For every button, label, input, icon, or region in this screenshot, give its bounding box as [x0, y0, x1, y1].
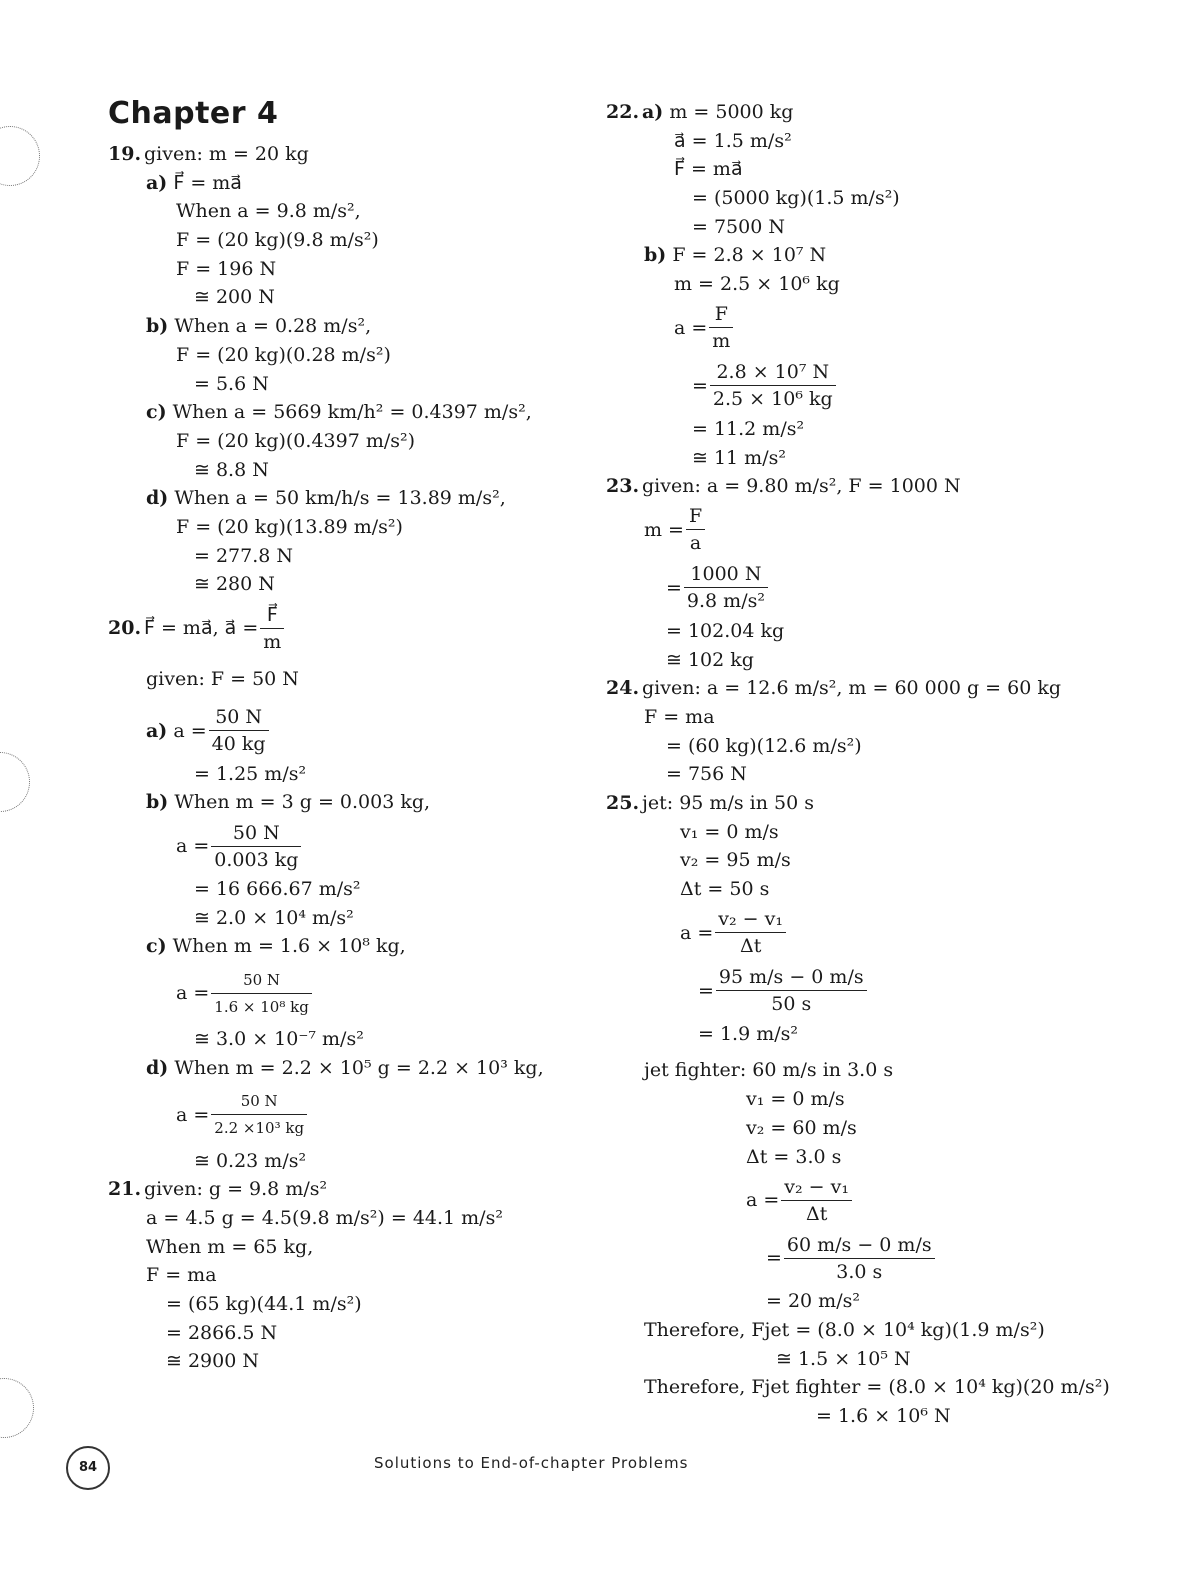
numerator: 60 m/s − 0 m/s: [784, 1232, 935, 1259]
given-line: given: a = 12.6 m/s², m = 60 000 g = 60 kg: [642, 677, 1062, 700]
fraction: [211, 967, 312, 1020]
equation-line: Δt = 3.0 s: [746, 1145, 842, 1168]
equation-line: F = (20 kg)(0.28 m/s²): [176, 343, 391, 366]
denominator: a: [689, 532, 702, 555]
numerator: F: [686, 503, 705, 530]
formula-text: =: [692, 374, 708, 397]
equation-line: = 5.6 N: [194, 372, 269, 395]
part-label: d): [146, 1056, 169, 1079]
problem-number: 21.: [108, 1178, 142, 1201]
equation-line: F = ma: [146, 1264, 217, 1287]
binder-hole-mark: [0, 126, 40, 186]
formula-text: =: [766, 1247, 782, 1270]
part-label: b): [146, 315, 169, 338]
equation-line: v₂ = 60 m/s: [746, 1116, 857, 1139]
equation-line: ≅ 0.23 m/s²: [194, 1149, 307, 1172]
equation-line: = 1.6 × 10⁶ N: [816, 1404, 951, 1427]
numerator: 50 N: [211, 820, 301, 847]
equation-line: ≅ 2900 N: [166, 1350, 259, 1373]
chapter-title: Chapter 4: [108, 96, 279, 131]
equation-line: ≅ 3.0 × 10⁻⁷ m/s²: [194, 1028, 364, 1051]
equation-line: m = 2.5 × 10⁶ kg: [674, 273, 840, 296]
equation-line: F = 196 N: [176, 257, 277, 280]
part-label: b): [146, 791, 169, 814]
given-line: given: F = 50 N: [146, 668, 299, 690]
numerator: 95 m/s − 0 m/s: [716, 964, 867, 991]
equation-line: = 1.25 m/s²: [194, 762, 307, 785]
part-label: a): [146, 719, 168, 742]
equation-line: When m = 1.6 × 10⁸ kg,: [172, 935, 406, 958]
formula-text: a =: [176, 1103, 210, 1126]
equation-line: = (65 kg)(44.1 m/s²): [166, 1292, 362, 1315]
equation-line: F = ma: [644, 705, 715, 728]
right-column: [606, 98, 1166, 1431]
equation-line: ≅ 102 kg: [666, 648, 754, 671]
footer-title: Solutions to End-of-chapter Problems: [374, 1454, 689, 1472]
part-label: b): [644, 244, 667, 267]
denominator: Δt: [805, 1202, 828, 1225]
fraction: [715, 906, 786, 959]
numerator: 2.8 × 10⁷ N: [710, 359, 836, 386]
formula-text: a =: [173, 719, 207, 742]
problem-number: 25.: [606, 792, 640, 814]
numerator: 50 N: [209, 704, 269, 731]
equation-line: = 16 666.67 m/s²: [194, 878, 361, 901]
equation-line: F = 2.8 × 10⁷ N: [672, 244, 827, 267]
numerator: v₂ − v₁: [781, 1174, 852, 1201]
equation-line: = 2866.5 N: [166, 1321, 278, 1344]
fraction: [209, 704, 269, 757]
denominator: 2.5 × 10⁶ kg: [712, 388, 833, 411]
problem-20: [108, 599, 578, 1175]
denominator: 2.2 ×10³ kg: [214, 1119, 305, 1137]
given-line: given: g = 9.8 m/s²: [144, 1178, 328, 1201]
formula-text: =: [666, 576, 682, 599]
numerator: F: [709, 301, 733, 328]
problem-19: [108, 140, 578, 599]
part-label: a): [642, 101, 664, 123]
equation-line: ≅ 8.8 N: [194, 458, 269, 481]
equation-line: a = 4.5 g = 4.5(9.8 m/s²) = 44.1 m/s²: [146, 1206, 503, 1229]
given-line: jet: 95 m/s in 50 s: [642, 792, 814, 814]
fraction: [211, 820, 301, 873]
equation-line: F = (20 kg)(0.4397 m/s²): [176, 429, 416, 452]
binder-hole-mark: [0, 752, 30, 812]
denominator: Δt: [739, 935, 762, 958]
problem-number: 22.: [606, 101, 640, 123]
equation-line: m = 5000 kg: [669, 101, 794, 123]
equation-line: = 1.9 m/s²: [698, 1022, 799, 1045]
formula-text: F⃗ = ma⃗, a⃗ =: [144, 617, 259, 639]
equation-line: ≅ 11 m/s²: [692, 446, 786, 469]
equation-line: ≅ 1.5 × 10⁵ N: [776, 1347, 911, 1370]
problem-23: [606, 472, 1166, 674]
denominator: 0.003 kg: [214, 848, 299, 871]
problem-number: 19.: [108, 143, 142, 165]
formula-text: a =: [746, 1189, 780, 1212]
equation-line: ≅ 280 N: [194, 573, 275, 596]
equation-line: Therefore, Fjet = (8.0 × 10⁴ kg)(1.9 m/s²): [644, 1318, 1045, 1341]
fraction: [260, 602, 284, 655]
problem-25: [606, 789, 1166, 1431]
equation-line: = (5000 kg)(1.5 m/s²): [692, 187, 900, 210]
equation-line: F = (20 kg)(9.8 m/s²): [176, 229, 379, 252]
numerator: 1000 N: [684, 561, 768, 588]
equation-line: F⃗ = ma⃗: [173, 171, 242, 194]
equation-line: When a = 5669 km/h² = 0.4397 m/s²,: [172, 401, 532, 424]
problem-number: 20.: [108, 617, 142, 639]
formula-text: a =: [176, 982, 210, 1005]
equation-line: v₂ = 95 m/s: [680, 849, 791, 872]
equation-line: When m = 3 g = 0.003 kg,: [174, 791, 431, 814]
formula-text: a =: [176, 835, 210, 858]
given-line: given: a = 9.80 m/s², F = 1000 N: [642, 475, 961, 498]
page-number: 84: [66, 1446, 110, 1490]
numerator: F⃗: [260, 602, 284, 629]
equation-line: v₁ = 0 m/s: [746, 1088, 845, 1111]
numerator: 50 N: [211, 967, 312, 994]
equation-line: = 20 m/s²: [766, 1290, 860, 1313]
equation-line: F = (20 kg)(13.89 m/s²): [176, 515, 403, 538]
fraction: [686, 503, 705, 556]
denominator: 1.6 × 10⁸ kg: [214, 997, 309, 1016]
binder-hole-mark: [0, 1378, 34, 1438]
equation-line: = 7500 N: [692, 215, 785, 238]
fraction: [716, 964, 867, 1017]
equation-line: ≅ 2.0 × 10⁴ m/s²: [194, 906, 354, 929]
equation-line: = 11.2 m/s²: [692, 417, 805, 440]
equation-line: v₁ = 0 m/s: [680, 820, 779, 843]
equation-line: = 102.04 kg: [666, 619, 785, 642]
fraction: [709, 301, 733, 354]
denominator: m: [712, 330, 731, 353]
equation-line: Therefore, Fjet fighter = (8.0 × 10⁴ kg)(20 m/s²): [644, 1376, 1110, 1399]
problem-22: [606, 98, 1166, 472]
equation-line: Δt = 50 s: [680, 878, 770, 901]
equation-line: When m = 2.2 × 10⁵ g = 2.2 × 10³ kg,: [174, 1056, 544, 1079]
part-label: c): [146, 935, 167, 958]
fraction: [784, 1232, 935, 1285]
left-column: [108, 96, 578, 1376]
fraction: [211, 1088, 307, 1141]
problem-number: 23.: [606, 475, 640, 498]
problem-number: 24.: [606, 677, 640, 700]
formula-text: a =: [680, 921, 714, 944]
given-line: given: m = 20 kg: [144, 143, 309, 165]
part-label: c): [146, 401, 167, 424]
equation-line: = (60 kg)(12.6 m/s²): [666, 734, 862, 757]
fraction: [710, 359, 836, 412]
part-label: a): [146, 171, 168, 194]
numerator: v₂ − v₁: [715, 906, 786, 933]
denominator: 40 kg: [211, 733, 266, 756]
part-label: d): [146, 487, 169, 510]
equation-line: When a = 0.28 m/s²,: [174, 315, 372, 338]
fraction: [781, 1174, 852, 1227]
equation-line: F⃗ = ma⃗: [674, 158, 743, 181]
equation-line: = 756 N: [666, 763, 747, 786]
equation-line: = 277.8 N: [194, 544, 294, 567]
equation-line: When m = 65 kg,: [146, 1235, 314, 1258]
equation-line: a⃗ = 1.5 m/s²: [674, 129, 792, 152]
equation-line: ≅ 200 N: [194, 286, 275, 309]
given-line: jet fighter: 60 m/s in 3.0 s: [644, 1059, 894, 1082]
formula-text: a =: [674, 316, 708, 339]
problem-21: [108, 1175, 578, 1376]
denominator: 50 s: [771, 993, 812, 1016]
denominator: 9.8 m/s²: [686, 590, 765, 613]
equation-line: When a = 9.8 m/s²,: [176, 200, 361, 223]
denominator: 3.0 s: [836, 1260, 883, 1283]
numerator: 50 N: [211, 1088, 307, 1115]
problem-24: [606, 674, 1166, 789]
fraction: [684, 561, 768, 614]
formula-text: m =: [644, 518, 684, 541]
denominator: m: [263, 630, 282, 653]
equation-line: When a = 50 km/h/s = 13.89 m/s²,: [174, 487, 506, 510]
formula-text: =: [698, 979, 714, 1002]
